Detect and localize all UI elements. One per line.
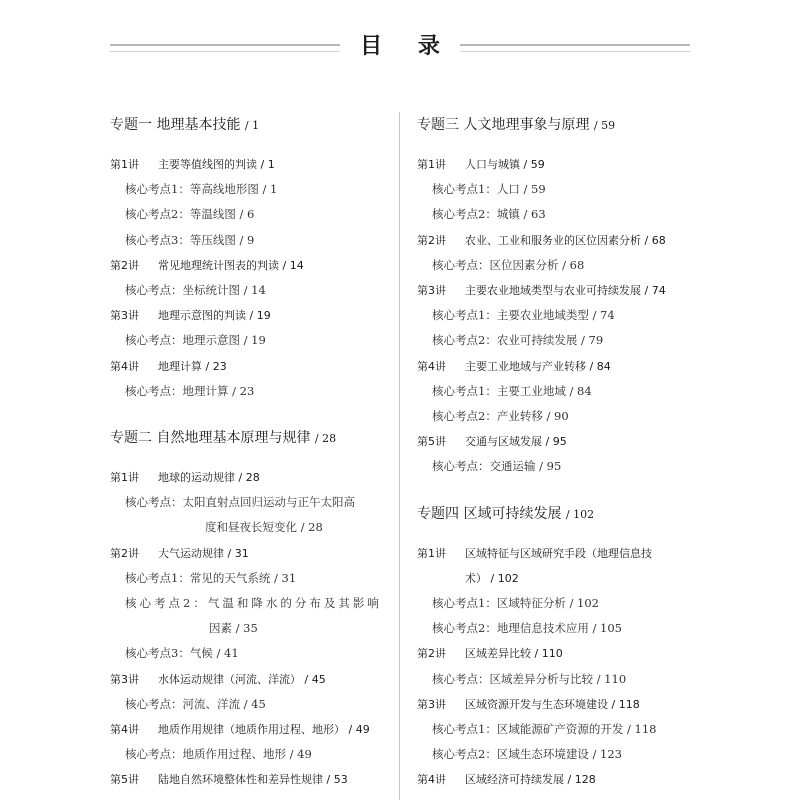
entry-title: 交通与区域发展 <box>465 435 542 449</box>
entry-title: 常见地理统计图表的判读 <box>158 258 279 272</box>
entry-page: / 68 <box>644 233 666 247</box>
toc-lecture[interactable] <box>110 354 388 379</box>
entry-title: 核心考点：地理示意图 <box>125 333 240 348</box>
entry-title: 主要农业地域类型与农业可持续发展 <box>465 284 641 298</box>
entry-title: 大气运动规律 <box>158 546 224 560</box>
entry-title: 核心考点：坐标统计图 <box>125 283 240 298</box>
lecture-number: 第2讲 <box>417 647 446 661</box>
entry-title-continuation: 术） <box>465 571 487 585</box>
entry-title: 核心考点2：农业可持续发展 <box>432 333 578 348</box>
lecture-number: 第3讲 <box>110 309 139 323</box>
lecture-number: 第2讲 <box>110 258 139 272</box>
lecture-number: 第3讲 <box>417 697 446 711</box>
toc-lecture[interactable] <box>110 303 388 328</box>
entry-page: / 23 <box>205 359 227 373</box>
topic-label: 专题三 人文地理事象与原理 <box>417 117 590 133</box>
toc-lecture[interactable] <box>110 465 388 490</box>
entry-title: 核心考点1：人口 <box>432 182 520 197</box>
lecture-number: 第5讲 <box>110 773 139 787</box>
lecture-number: 第4讲 <box>417 359 446 373</box>
toc-core-point[interactable] <box>110 692 388 717</box>
entry-title: 陆地自然环境整体性和差异性规律 <box>158 773 323 787</box>
entry-page: / 79 <box>580 333 604 348</box>
toc-core-point[interactable] <box>110 202 388 227</box>
entry-title: 核心考点1：主要工业地域 <box>432 383 566 398</box>
entry-page: / 102 <box>490 571 519 585</box>
toc-lecture[interactable] <box>110 152 388 177</box>
toc-core-point[interactable] <box>110 490 388 515</box>
entry-page: / 19 <box>249 309 271 323</box>
toc-lecture[interactable] <box>417 541 692 566</box>
topic-label: 专题一 地理基本技能 <box>110 117 241 133</box>
entry-title: 区域资源开发与生态环境建设 <box>465 697 608 711</box>
entry-page: / 31 <box>227 546 249 560</box>
topic-page: / 59 <box>593 119 616 132</box>
entry-page: / 59 <box>523 158 545 171</box>
entry-page: / 105 <box>592 621 622 636</box>
entry-page: / 95 <box>539 459 562 474</box>
entry-page: / 95 <box>545 435 567 449</box>
lecture-number: 第1讲 <box>110 158 139 171</box>
entry-title: 核心考点：河流、洋流 <box>125 696 240 711</box>
entry-title: 核心考点：交通运输 <box>432 459 536 474</box>
entry-title: 核心考点2：城镇 <box>432 207 520 222</box>
toc-topic[interactable] <box>110 421 388 455</box>
entry-title: 水体运动规律（河流、洋流） <box>158 672 301 686</box>
toc-core-point[interactable] <box>417 667 692 692</box>
entry-page: / 28 <box>238 471 260 485</box>
entry-title: 核心考点2：区域生态环境建设 <box>432 747 589 762</box>
entry-title: 核心考点1：等高线地形图 <box>125 182 259 197</box>
lecture-number: 第4讲 <box>110 359 139 373</box>
column-divider <box>399 112 400 800</box>
toc-lecture[interactable] <box>417 278 692 303</box>
entry-title-continuation: 度和昼夜长短变化 <box>205 520 297 535</box>
entry-page: / 49 <box>289 747 312 762</box>
toc-lecture[interactable] <box>417 429 692 454</box>
toc-lecture[interactable] <box>110 541 388 566</box>
toc-entry-continuation <box>110 616 388 641</box>
entry-page: / 6 <box>239 207 255 222</box>
entry-page: / 49 <box>348 723 370 737</box>
topic-spacer <box>110 404 388 421</box>
toc-core-point[interactable] <box>110 328 388 353</box>
entry-page: / 59 <box>523 182 546 197</box>
toc-lecture[interactable] <box>110 667 388 692</box>
lecture-number: 第4讲 <box>417 773 446 787</box>
entry-page: / 123 <box>592 747 622 762</box>
entry-title: 核心考点1：主要农业地域类型 <box>432 308 589 323</box>
entry-title: 核心考点3：等压线图 <box>125 232 236 247</box>
entry-title: 核心考点2：产业转移 <box>432 409 543 424</box>
toc-core-point[interactable] <box>417 202 692 227</box>
toc-topic[interactable] <box>417 497 692 531</box>
toc-lecture[interactable] <box>417 767 692 792</box>
entry-page: / 102 <box>569 596 599 611</box>
toc-column-right <box>417 108 692 793</box>
entry-title: 地理计算 <box>158 359 202 373</box>
toc-lecture[interactable] <box>417 152 692 177</box>
entry-title: 主要工业地域与产业转移 <box>465 359 586 373</box>
entry-title: 主要等值线图的判读 <box>158 158 257 171</box>
entry-title: 核心考点：地质作用过程、地形 <box>125 747 286 762</box>
entry-page: / 1 <box>260 158 275 171</box>
entry-page: / 1 <box>262 182 278 197</box>
toc-core-point[interactable] <box>417 253 692 278</box>
entry-title: 人口与城镇 <box>465 158 520 171</box>
topic-spacer <box>417 480 692 497</box>
toc-lecture[interactable] <box>417 692 692 717</box>
entry-title: 地理示意图的判读 <box>158 309 246 323</box>
entry-title: 核心考点2：等温线图 <box>125 207 236 222</box>
entry-title: 核心考点：区域差异分析与比较 <box>432 671 593 686</box>
entry-page: / 110 <box>596 671 627 686</box>
toc-core-point[interactable] <box>417 328 692 353</box>
entry-page: / 53 <box>326 773 348 787</box>
entry-title: 区域经济可持续发展 <box>465 773 564 787</box>
lecture-number: 第3讲 <box>110 672 139 686</box>
entry-title: 核心考点2：气温和降水的分布及其影响 <box>125 596 382 611</box>
entry-title: 核心考点1：区域能源矿产资源的开发 <box>432 722 624 737</box>
toc-core-point[interactable] <box>417 379 692 404</box>
topic-label: 专题二 自然地理基本原理与规律 <box>110 430 311 447</box>
entry-page: / 110 <box>534 647 563 661</box>
toc-core-point[interactable] <box>110 278 388 303</box>
toc-core-point[interactable] <box>417 454 692 479</box>
topic-page: / 1 <box>244 119 260 132</box>
entry-page: / 63 <box>523 207 546 222</box>
entry-page: / 14 <box>243 283 266 298</box>
entry-title: 地质作用规律（地质作用过程、地形） <box>158 723 345 737</box>
entry-page: / 9 <box>239 232 255 247</box>
entry-page: / 31 <box>273 570 297 585</box>
entry-page: / 74 <box>644 284 666 298</box>
lecture-number: 第1讲 <box>110 471 139 485</box>
toc-entry-continuation <box>417 566 692 591</box>
topic-page: / 102 <box>565 507 595 521</box>
entry-page: / 35 <box>235 621 258 636</box>
entry-page: / 45 <box>304 672 326 686</box>
topic-page: / 28 <box>314 432 337 446</box>
entry-page: / 90 <box>546 409 569 424</box>
toc-core-point[interactable] <box>417 404 692 429</box>
entry-page: / 23 <box>232 383 255 398</box>
toc-lecture[interactable] <box>417 641 692 666</box>
toc-core-point[interactable] <box>110 228 388 253</box>
entry-title: 地球的运动规律 <box>158 471 235 485</box>
toc-lecture[interactable] <box>417 228 692 253</box>
toc-column-left <box>110 108 388 793</box>
entry-title: 核心考点：地理计算 <box>125 383 229 398</box>
entry-page: / 128 <box>567 773 596 787</box>
header-rule-right <box>460 44 690 52</box>
toc-core-point[interactable] <box>417 591 692 616</box>
entry-title: 区域特征与区域研究手段（地理信息技 <box>465 546 652 560</box>
entry-page: / 118 <box>626 722 657 737</box>
entry-page: / 28 <box>300 520 323 535</box>
entry-title: 核心考点2：地理信息技术应用 <box>432 621 589 636</box>
lecture-number: 第2讲 <box>417 233 446 247</box>
toc-topic[interactable] <box>417 108 692 142</box>
toc-core-point[interactable] <box>110 591 388 616</box>
entry-page: / 41 <box>216 646 239 661</box>
entry-page: / 84 <box>589 359 611 373</box>
entry-title: 核心考点1：常见的天气系统 <box>125 570 271 585</box>
toc-lecture[interactable] <box>110 253 388 278</box>
toc-core-point[interactable] <box>110 379 388 404</box>
toc-core-point[interactable] <box>110 177 388 202</box>
toc-core-point[interactable] <box>417 177 692 202</box>
toc-core-point[interactable] <box>110 566 388 591</box>
toc-core-point[interactable] <box>417 303 692 328</box>
entry-page: / 14 <box>282 258 304 272</box>
entry-page: / 74 <box>592 308 615 323</box>
toc-entry-continuation <box>110 515 388 540</box>
lecture-number: 第4讲 <box>110 723 139 737</box>
entry-title: 核心考点：区位因素分析 <box>432 257 559 272</box>
lecture-number: 第5讲 <box>417 435 446 449</box>
entry-page: / 68 <box>562 257 585 272</box>
entry-title-continuation: 因素 <box>209 621 232 636</box>
entry-page: / 45 <box>243 696 266 711</box>
toc-lecture[interactable] <box>110 717 388 742</box>
entry-title: 区域差异比较 <box>465 647 531 661</box>
toc-header <box>110 30 690 64</box>
toc-core-point[interactable] <box>417 742 692 767</box>
lecture-number: 第3讲 <box>417 284 446 298</box>
lecture-number: 第2讲 <box>110 546 139 560</box>
toc-core-point[interactable] <box>417 616 692 641</box>
toc-lecture[interactable] <box>110 767 388 792</box>
entry-title: 核心考点1：区域特征分析 <box>432 596 566 611</box>
entry-page: / 118 <box>611 697 640 711</box>
toc-core-point[interactable] <box>110 742 388 767</box>
lecture-number: 第1讲 <box>417 546 446 560</box>
toc-core-point[interactable] <box>417 717 692 742</box>
entry-page: / 84 <box>569 383 592 398</box>
page-title: 目 录 <box>360 33 454 59</box>
toc-lecture[interactable] <box>417 354 692 379</box>
entry-title: 核心考点：太阳直射点回归运动与正午太阳高 <box>125 495 355 510</box>
toc-topic[interactable] <box>110 108 388 142</box>
lecture-number: 第1讲 <box>417 158 446 171</box>
entry-title: 核心考点3：气候 <box>125 646 213 661</box>
entry-page: / 19 <box>243 333 266 348</box>
entry-title: 农业、工业和服务业的区位因素分析 <box>465 233 641 247</box>
topic-label: 专题四 区域可持续发展 <box>417 505 562 522</box>
toc-core-point[interactable] <box>110 641 388 666</box>
